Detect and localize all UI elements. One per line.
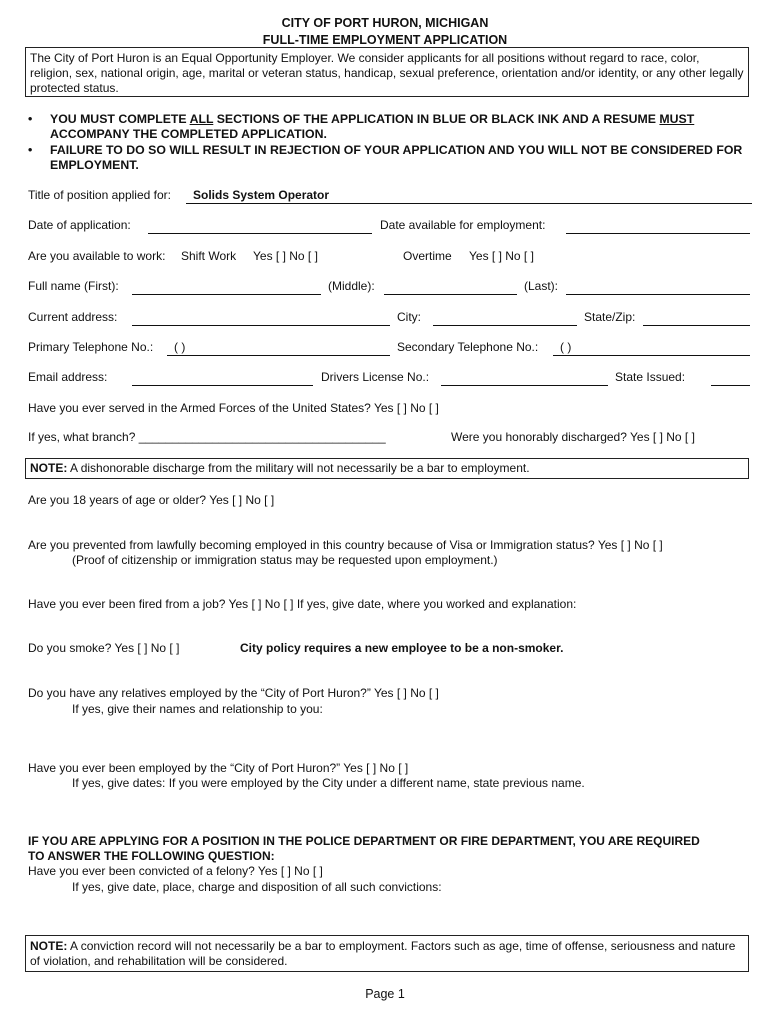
employed-before-subnote: If yes, give dates: If you were employed by the City under a different name, state previous name. [72,776,585,790]
conviction-note-box [25,935,749,972]
drivers-license-label: Drivers License No.: [321,370,430,384]
felony-subnote: If yes, give date, place, charge and disposition of all such convictions: [72,880,442,894]
armed-forces-question[interactable]: Have you ever served in the Armed Forces of the United States? Yes [ ] No [ ] [28,401,439,415]
state-zip-label: State/Zip: [584,310,636,324]
smoke-policy-notice: City policy requires a new employee to be a non-smoker. [240,641,564,655]
last-name-field[interactable] [566,294,750,295]
first-name-label: Full name (First): [28,279,119,293]
note-label: NOTE: [30,461,68,475]
visa-subnote: (Proof of citizenship or immigration status may be requested upon employment.) [72,553,498,567]
email-field[interactable] [132,385,313,386]
note-label: NOTE: [30,939,68,953]
overtime-label: Overtime [403,249,452,263]
instruction-emphasis-all: ALL [189,112,214,126]
secondary-phone-field[interactable] [553,355,750,356]
bullet-icon: • [28,143,33,157]
address-label: Current address: [28,310,118,324]
primary-phone-area-code: ( ) [174,340,186,354]
shift-work-label: Shift Work [181,249,237,263]
middle-name-label: (Middle): [328,279,375,293]
address-field[interactable] [132,325,390,326]
middle-name-field[interactable] [384,294,517,295]
fired-question[interactable]: Have you ever been fired from a job? Yes [ ] No [ ] If yes, give date, where you worked and explanation: [28,597,577,611]
age-question[interactable]: Are you 18 years of age or older? Yes [ ] No [ ] [28,493,275,507]
bullet-icon: • [28,112,33,126]
date-available-label: Date available for employment: [380,218,546,232]
employed-before-question[interactable]: Have you ever been employed by the “City of Port Huron?” Yes [ ] No [ ] [28,761,409,775]
date-available-field[interactable] [566,233,750,234]
eeo-statement: The City of Port Huron is an Equal Opportunity Employer. We consider applicants for all positions without regard to race, color, religion, sex, national origin, age, marital or veteran status, handicap, sexual preference, orientation and/or identity, or any other legally protected status. [30,51,744,95]
form-title-city: CITY OF PORT HURON, MICHIGAN [281,16,489,30]
state-issued-field[interactable] [711,385,750,386]
drivers-license-field[interactable] [441,385,608,386]
primary-phone-label: Primary Telephone No.: [28,340,154,354]
last-name-label: (Last): [524,279,559,293]
military-note-text: A dishonorable discharge from the military will not necessarily be a bar to employment. [67,461,530,475]
eeo-statement-box [25,47,749,97]
position-field[interactable] [186,203,752,204]
military-note-box [25,458,749,479]
overtime-checkboxes[interactable]: Yes [ ] No [ ] [469,249,534,263]
primary-phone-field[interactable] [167,355,390,356]
military-branch-field[interactable]: If yes, what branch? _____________________________________ [28,430,386,444]
secondary-phone-area-code: ( ) [560,340,572,354]
instruction-complete-all [28,112,748,144]
instruction-failure-warning [28,143,748,175]
form-title-application: FULL-TIME EMPLOYMENT APPLICATION [262,33,508,47]
smoke-question[interactable]: Do you smoke? Yes [ ] No [ ] [28,641,180,655]
email-label: Email address: [28,370,108,384]
police-fire-heading-line1: IF YOU ARE APPLYING FOR A POSITION IN THE POLICE DEPARTMENT OR FIRE DEPARTMENT, YOU ARE REQUIRED [28,834,700,848]
visa-question[interactable]: Are you prevented from lawfully becoming employed in this country because of Visa or Immigration status? Yes [ ] No [ ] [28,538,663,552]
shift-work-checkboxes[interactable]: Yes [ ] No [ ] [253,249,318,263]
first-name-field[interactable] [132,294,321,295]
felony-question[interactable]: Have you ever been convicted of a felony? Yes [ ] No [ ] [28,864,323,878]
instruction-text: FAILURE TO DO SO WILL RESULT IN REJECTION OF YOUR APPLICATION AND YOU WILL NOT BE CONSIDERED FOR EMPLOYMENT. [50,143,743,172]
availability-label: Are you available to work: [28,249,166,263]
state-zip-field[interactable] [643,325,750,326]
conviction-note-text: A conviction record will not necessarily be a bar to employment. Factors such as age, time of offense, seriousness and nature of violation, and rehabilitation will be considered. [30,939,736,968]
instruction-text: ACCOMPANY THE COMPLETED APPLICATION. [50,127,327,141]
city-label: City: [397,310,421,324]
position-value: Solids System Operator [193,188,330,202]
instruction-emphasis-must: MUST [659,112,695,126]
instruction-text: SECTIONS OF THE APPLICATION IN BLUE OR BLACK INK AND A RESUME [213,112,660,126]
relatives-subnote: If yes, give their names and relationship to you: [72,702,323,716]
police-fire-heading-line2: TO ANSWER THE FOLLOWING QUESTION: [28,849,275,863]
page-number: Page 1 [365,987,405,1001]
city-field[interactable] [433,325,577,326]
state-issued-label: State Issued: [615,370,686,384]
position-label: Title of position applied for: [28,188,171,202]
date-application-field[interactable] [148,233,372,234]
date-application-label: Date of application: [28,218,131,232]
instruction-text: YOU MUST COMPLETE [50,112,190,126]
relatives-question[interactable]: Do you have any relatives employed by the “City of Port Huron?” Yes [ ] No [ ] [28,686,439,700]
honorable-discharge-question[interactable]: Were you honorably discharged? Yes [ ] No [ ] [451,430,695,444]
secondary-phone-label: Secondary Telephone No.: [397,340,539,354]
